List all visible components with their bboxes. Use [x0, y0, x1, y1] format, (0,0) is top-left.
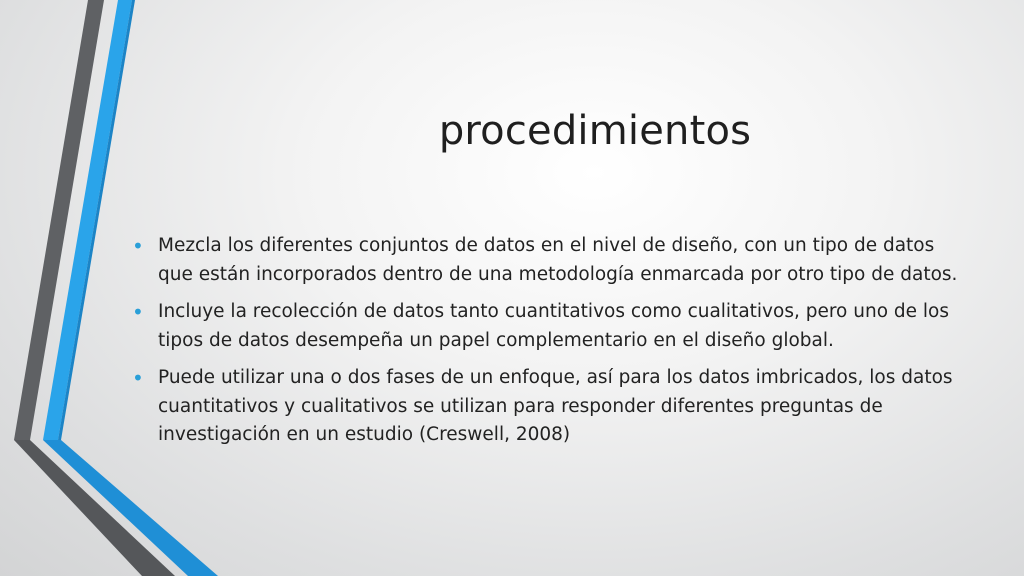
bullet-item — [130, 298, 960, 355]
bullet-list — [130, 232, 960, 459]
bullet-icon: • — [132, 366, 144, 390]
bullet-text: Mezcla los diferentes conjuntos de datos en el nivel de diseño, con un tipo de datos que están incorporados dentro de una metodología enmarcada por otro tipo de datos. — [158, 235, 958, 285]
blue-stripe-edge — [58, 0, 135, 440]
bullet-item — [130, 364, 960, 450]
gray-stripe-lower — [14, 440, 175, 576]
slide-title: procedimientos — [438, 108, 752, 154]
bullet-text: Puede utilizar una o dos fases de un enfoque, así para los datos imbricados, los datos cuantitativos y cualitativos se utilizan para responder diferentes preguntas de investigación en un estudio (Creswell, 2008) — [158, 367, 953, 445]
bullet-item — [130, 232, 960, 289]
bullet-icon: • — [132, 300, 144, 324]
bullet-icon: • — [132, 234, 144, 258]
bullet-text: Incluye la recolección de datos tanto cuantitativos como cualitativos, pero uno de los tipos de datos desempeña un papel complementario en el diseño global. — [158, 301, 950, 351]
